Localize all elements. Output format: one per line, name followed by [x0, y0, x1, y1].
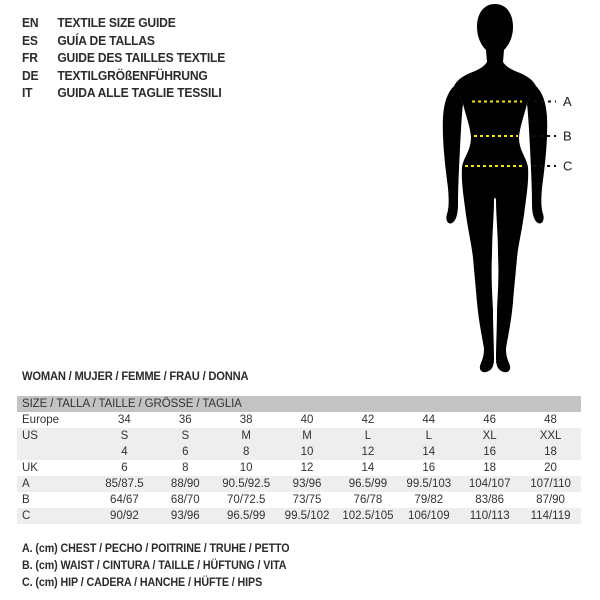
value-cell: 16 — [422, 462, 436, 474]
table-row — [17, 508, 581, 524]
row-label-cell: A — [22, 478, 30, 490]
measure-label-b: B — [563, 128, 572, 144]
table-row — [17, 428, 581, 444]
measure-label-c: C — [563, 158, 573, 174]
left-arm — [443, 86, 463, 223]
lang-code: FR — [22, 50, 38, 65]
lang-title: TEXTILE SIZE GUIDE — [57, 15, 176, 30]
row-label-cell: Europe — [22, 414, 60, 426]
value-cell: 96.5/99 — [227, 510, 266, 522]
lang-row-fr — [22, 49, 225, 67]
size-table — [17, 396, 581, 524]
measurement-legend — [22, 541, 290, 592]
value-cell: 14 — [422, 446, 436, 458]
value-cell: 42 — [361, 414, 375, 426]
language-title-block — [22, 14, 225, 102]
value-cell: 6 — [182, 446, 189, 458]
value-cell: XXL — [539, 430, 562, 442]
value-cell: 76/78 — [353, 494, 383, 506]
lang-title: GUÍA DE TALLAS — [57, 32, 155, 48]
value-cell: 79/82 — [414, 494, 444, 506]
value-cell: 6 — [121, 462, 128, 474]
value-cell: 10 — [239, 462, 253, 474]
value-cell: 18 — [544, 446, 557, 458]
value-cell: 96.5/99 — [348, 478, 388, 490]
value-cell: 20 — [544, 462, 557, 474]
value-cell: 40 — [300, 414, 314, 426]
value-cell: 83/86 — [475, 494, 505, 506]
right-arm — [527, 86, 547, 223]
value-cell: L — [425, 430, 433, 442]
legend-line-waist: B. (cm) WAIST / CINTURA / TAILLE / HÜFTUNG / VITA — [22, 560, 287, 572]
value-cell: L — [364, 430, 372, 442]
value-cell: 93/96 — [170, 510, 200, 522]
measurement-figure — [430, 0, 590, 380]
value-cell: 90.5/92.5 — [222, 478, 271, 490]
value-cell: 99.5/103 — [406, 478, 452, 490]
lang-code: EN — [22, 15, 39, 30]
value-cell: 38 — [239, 414, 253, 426]
value-cell: 106/109 — [408, 510, 450, 522]
lang-code: IT — [22, 85, 33, 100]
value-cell: 68/70 — [170, 494, 200, 506]
table-row — [17, 476, 581, 492]
value-cell: 46 — [483, 414, 497, 426]
table-row — [17, 460, 581, 476]
table-row — [17, 412, 581, 428]
value-cell: XL — [482, 430, 497, 442]
section-title-woman: WOMAN / MUJER / FEMME / FRAU / DONNA — [22, 369, 249, 383]
value-cell: 44 — [422, 414, 436, 426]
value-cell: 93/96 — [292, 478, 322, 490]
value-cell: 88/90 — [170, 478, 200, 490]
table-row — [17, 492, 581, 508]
size-table-header: SIZE / TALLA / TAILLE / GRÖSSE / TAGLIA — [17, 396, 581, 412]
row-label-cell — [17, 444, 94, 460]
value-cell: 99.5/102 — [284, 510, 330, 522]
value-cell: M — [302, 430, 312, 442]
value-cell: 64/67 — [110, 494, 139, 506]
value-cell: 73/75 — [292, 494, 322, 506]
row-label-cell: C — [22, 510, 31, 522]
value-cell: 90/92 — [110, 510, 139, 522]
lang-code: ES — [22, 32, 38, 48]
value-cell: 8 — [242, 446, 250, 458]
value-cell: 36 — [178, 414, 192, 426]
value-cell: 48 — [544, 414, 557, 426]
value-cell: 70/72.5 — [227, 494, 266, 506]
size-table-body — [17, 412, 581, 524]
value-cell: 114/119 — [530, 510, 571, 522]
value-cell: 34 — [118, 414, 131, 426]
woman-silhouette — [454, 4, 536, 372]
row-label-cell: US — [22, 430, 38, 442]
value-cell: 12 — [300, 462, 314, 474]
measure-label-a: A — [563, 94, 572, 109]
size-table-header-row — [17, 396, 581, 412]
value-cell: 14 — [361, 462, 375, 474]
lang-title: GUIDA ALLE TAGLIE TESSILI — [57, 85, 222, 100]
value-cell: 85/87.5 — [105, 478, 144, 490]
row-label-cell: B — [22, 494, 30, 506]
table-row — [17, 444, 581, 460]
row-label-cell: UK — [22, 462, 38, 474]
lang-title: GUIDE DES TAILLES TEXTILE — [57, 50, 226, 65]
value-cell: 104/107 — [468, 478, 511, 490]
value-cell: 4 — [121, 446, 128, 458]
lang-title: TEXTILGRÖßENFÜHRUNG — [57, 67, 208, 83]
value-cell: 110/113 — [469, 510, 510, 522]
lang-row-es — [22, 32, 225, 50]
lang-row-en — [22, 14, 225, 32]
value-cell: 12 — [361, 446, 375, 458]
value-cell: 102.5/105 — [342, 510, 394, 522]
lang-row-de — [22, 67, 225, 85]
legend-line-hip: C. (cm) HIP / CADERA / HANCHE / HÜFTE / HIPS — [22, 577, 263, 589]
legend-line-chest: A. (cm) CHEST / PECHO / POITRINE / TRUHE / PETTO — [22, 543, 290, 555]
value-cell: 10 — [300, 446, 314, 458]
value-cell: 18 — [483, 462, 497, 474]
lang-row-it — [22, 84, 225, 102]
value-cell: 107/110 — [530, 478, 571, 490]
value-cell: 16 — [483, 446, 497, 458]
value-cell: 8 — [182, 462, 189, 474]
value-cell: M — [241, 430, 251, 442]
value-cell: S — [120, 430, 129, 442]
value-cell: S — [181, 430, 190, 442]
value-cell: 87/90 — [536, 494, 565, 506]
lang-code: DE — [22, 67, 39, 83]
